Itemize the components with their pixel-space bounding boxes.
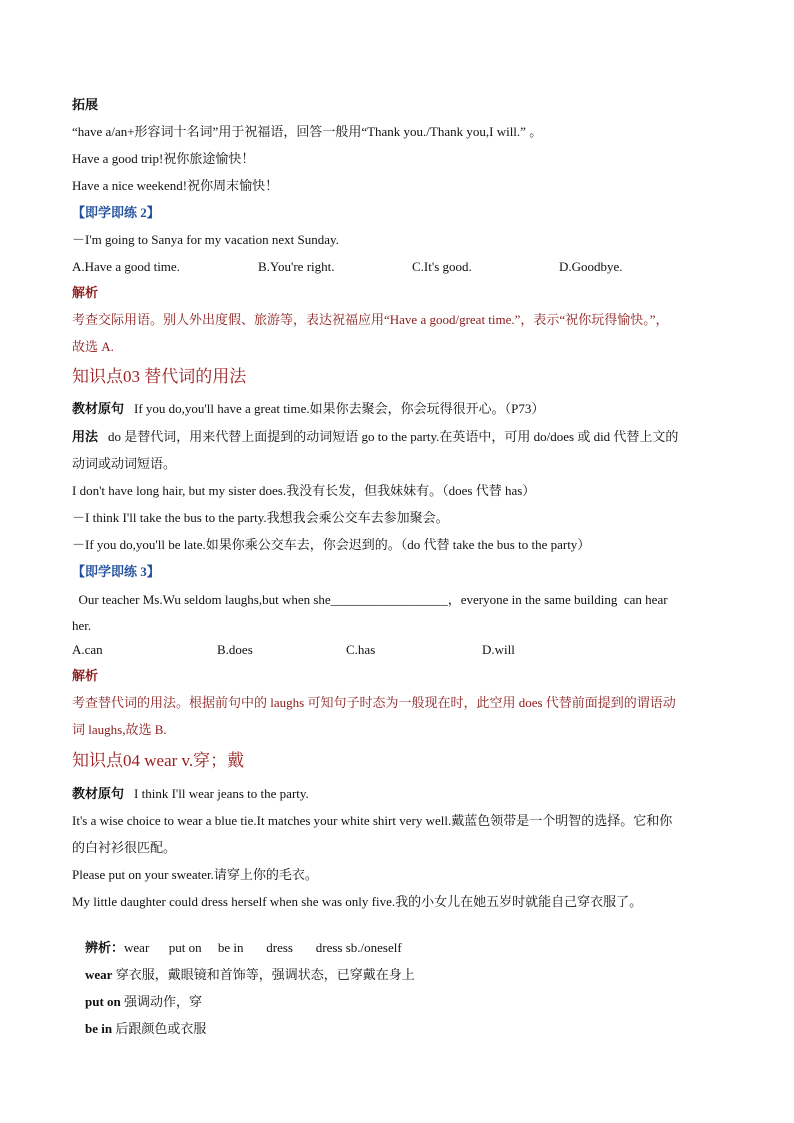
definition-text: 后跟颜色或衣服	[112, 1021, 207, 1036]
term-wear: wear	[85, 967, 113, 982]
option-c: C.It's good.	[412, 259, 472, 274]
be-in-definition	[72, 1002, 206, 1056]
options-row	[72, 258, 722, 276]
text-line: Have a nice weekend!祝你周末愉快！	[72, 178, 279, 193]
practice-label: 【即学即练 2】	[72, 205, 160, 220]
textbook-label: 教材原句	[72, 786, 125, 801]
question-text: her.	[72, 618, 92, 633]
question-text: Our teacher Ms.Wu seldom laughs,but when she__________________，everyone in the same building can hear	[72, 592, 668, 607]
term-put-on: put on	[85, 994, 121, 1009]
text-line: It's a wise choice to wear a blue tie.It matches your white shirt very well.戴蓝色领带是一个明智的选择。它和你	[72, 813, 673, 828]
extension-label: 拓展	[72, 97, 99, 112]
option-c: C.has	[346, 642, 376, 657]
term-be-in: be in	[85, 1021, 113, 1036]
usage-text: do 是替代词，用来代替上面提到的动词短语 go to the party.在英语中，可用 do/does 或 did 代替上文的	[108, 429, 679, 444]
option-a: A.Have a good time.	[72, 259, 180, 274]
text-line: 的白衬衫很匹配。	[72, 840, 177, 855]
option-b: B.You're right.	[258, 259, 335, 274]
text-line: 动词或动词短语。	[72, 456, 177, 471]
text-line: I don't have long hair, but my sister does.我没有长发，但我妹妹有。（does 代替 has）	[72, 483, 536, 498]
analysis-text: 词 laughs,故选 B.	[72, 722, 167, 737]
text-line: －If you do,you'll be late.如果你乘公交车去，你会迟到的。（do 代替 take the bus to the party）	[72, 537, 591, 552]
analysis-text: 故选 A.	[72, 339, 114, 354]
comparison-text: wear put on be in dress dress sb./oneself	[124, 940, 402, 955]
text-line: Please put on your sweater.请穿上你的毛衣。	[72, 867, 318, 882]
text-line: “have a/an+形容词十名词”用于祝福语，回答一般用“Thank you./Thank you,I will.” 。	[72, 124, 543, 139]
textbook-sentence	[72, 400, 544, 418]
textbook-text: I think I'll wear jeans to the party.	[134, 786, 309, 801]
option-d: D.will	[482, 642, 515, 657]
analysis-label: 解析	[72, 285, 99, 300]
usage-line	[72, 428, 678, 446]
options-row	[72, 641, 722, 659]
definition-text: 穿衣服，戴眼镜和首饰等，强调状态，已穿戴在身上	[112, 967, 415, 982]
analysis-text: 考查替代词的用法。根据前句中的 laughs 可知句子时态为一般现在时，此空用 does 代替前面提到的谓语动	[72, 695, 676, 710]
practice-label: 【即学即练 3】	[72, 564, 160, 579]
textbook-text: If you do,you'll have a great time.如果你去聚会，你会玩得很开心。（P73）	[134, 401, 545, 416]
analysis-label: 解析	[72, 668, 99, 683]
section-heading: 知识点04 wear v.穿；戴	[72, 751, 245, 770]
text-line: －I think I'll take the bus to the party.我想我会乘公交车去参加聚会。	[72, 510, 449, 525]
option-b: B.does	[217, 642, 253, 657]
analysis-text: 考查交际用语。别人外出度假、旅游等，表达祝福应用“Have a good/great time.”，表示“祝你玩得愉快。”，	[72, 312, 669, 327]
textbook-label: 教材原句	[72, 401, 125, 416]
option-a: A.can	[72, 642, 103, 657]
text-line: My little daughter could dress herself when she was only five.我的小女儿在她五岁时就能自己穿衣服了。	[72, 894, 643, 909]
definition-text: 强调动作，穿	[120, 994, 203, 1009]
question-text: －I'm going to Sanya for my vacation next Sunday.	[72, 232, 339, 247]
usage-label: 用法	[72, 429, 99, 444]
text-line: Have a good trip!祝你旅途愉快！	[72, 151, 255, 166]
section-heading: 知识点03 替代词的用法	[72, 367, 247, 386]
option-d: D.Goodbye.	[559, 259, 623, 274]
textbook-sentence	[72, 785, 309, 803]
comparison-label: 辨析：	[85, 940, 125, 955]
